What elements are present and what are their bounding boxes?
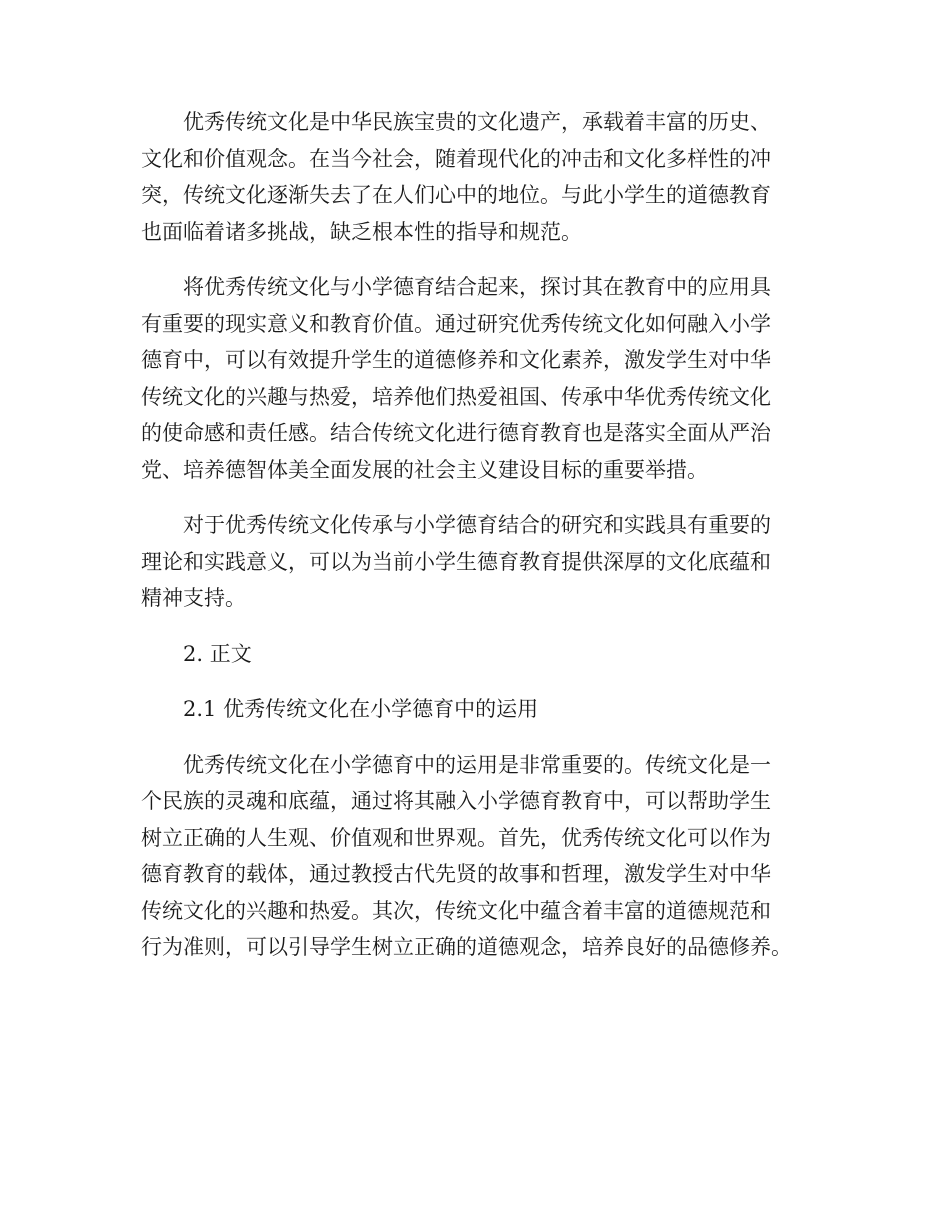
paragraph-intro — [141, 104, 841, 250]
section-heading-main — [141, 636, 841, 673]
paragraph-gap — [141, 672, 841, 691]
paragraph-line: 个民族的灵魂和底蕴，通过将其融入小学德育教育中，可以帮助学生 — [141, 789, 771, 813]
paragraph-line: 优秀传统文化在小学德育中的运用是非常重要的。传统文化是一 — [183, 752, 771, 777]
paragraph-line: 行为准则，可以引导学生树立正确的道德观念，培养良好的品德修养。 — [141, 935, 792, 959]
paragraph-line: 党、培养德智体美全面发展的社会主义建设目标的重要举措。 — [141, 457, 708, 482]
paragraph-line: 传统文化的兴趣和热爱。其次，传统文化中蕴含着丰富的道德规范和 — [141, 898, 771, 923]
paragraph-line: 精神支持。 — [141, 586, 246, 610]
paragraph-line: 也面临着诸多挑战，缺乏根本性的指导和规范。 — [141, 219, 582, 244]
paragraph-application — [141, 747, 841, 966]
paragraph-line: 理论和实践意义，可以为当前小学生德育教育提供深厚的文化底蕴和 — [141, 549, 771, 574]
subsection-heading-2-1 — [141, 691, 841, 728]
paragraph-gap — [141, 728, 841, 747]
paragraph-line: 树立正确的人生观、价值观和世界观。首先，优秀传统文化可以作为 — [141, 825, 771, 850]
paragraph-line: 有重要的现实意义和教育价值。通过研究优秀传统文化如何融入小学 — [141, 311, 771, 336]
paragraph-line: 传统文化的兴趣与热爱，培养他们热爱祖国、传承中华优秀传统文化 — [141, 384, 771, 409]
paragraph-line: 德育教育的载体，通过教授古代先贤的故事和哲理，激发学生对中华 — [141, 862, 771, 886]
document-body — [141, 104, 841, 966]
paragraph-line: 的使命感和责任感。结合传统文化进行德育教育也是落实全面从严治 — [141, 421, 771, 445]
paragraph-line: 将优秀传统文化与小学德育结合起来，探讨其在教育中的应用具 — [183, 275, 771, 299]
paragraph-line: 优秀传统文化是中华民族宝贵的文化遗产，承载着丰富的历史、 — [183, 110, 771, 134]
paragraph-gap — [141, 250, 841, 269]
paragraph-line: 对于优秀传统文化传承与小学德育结合的研究和实践具有重要的 — [183, 513, 771, 537]
paragraph-line: 文化和价值观念。在当今社会，随着现代化的冲击和文化多样性的冲 — [141, 146, 771, 171]
subsection-heading: 2.1 优秀传统文化在小学德育中的运用 — [183, 697, 539, 721]
paragraph-research-value — [141, 507, 841, 617]
paragraph-line: 德育中，可以有效提升学生的道德修养和文化素养，激发学生对中华 — [141, 348, 771, 372]
paragraph-line: 突，传统文化逐渐失去了在人们心中的地位。与此小学生的道德教育 — [141, 183, 771, 207]
paragraph-significance — [141, 269, 841, 488]
paragraph-gap — [141, 488, 841, 507]
section-heading: 2. 正文 — [183, 641, 252, 666]
paragraph-gap — [141, 617, 841, 636]
